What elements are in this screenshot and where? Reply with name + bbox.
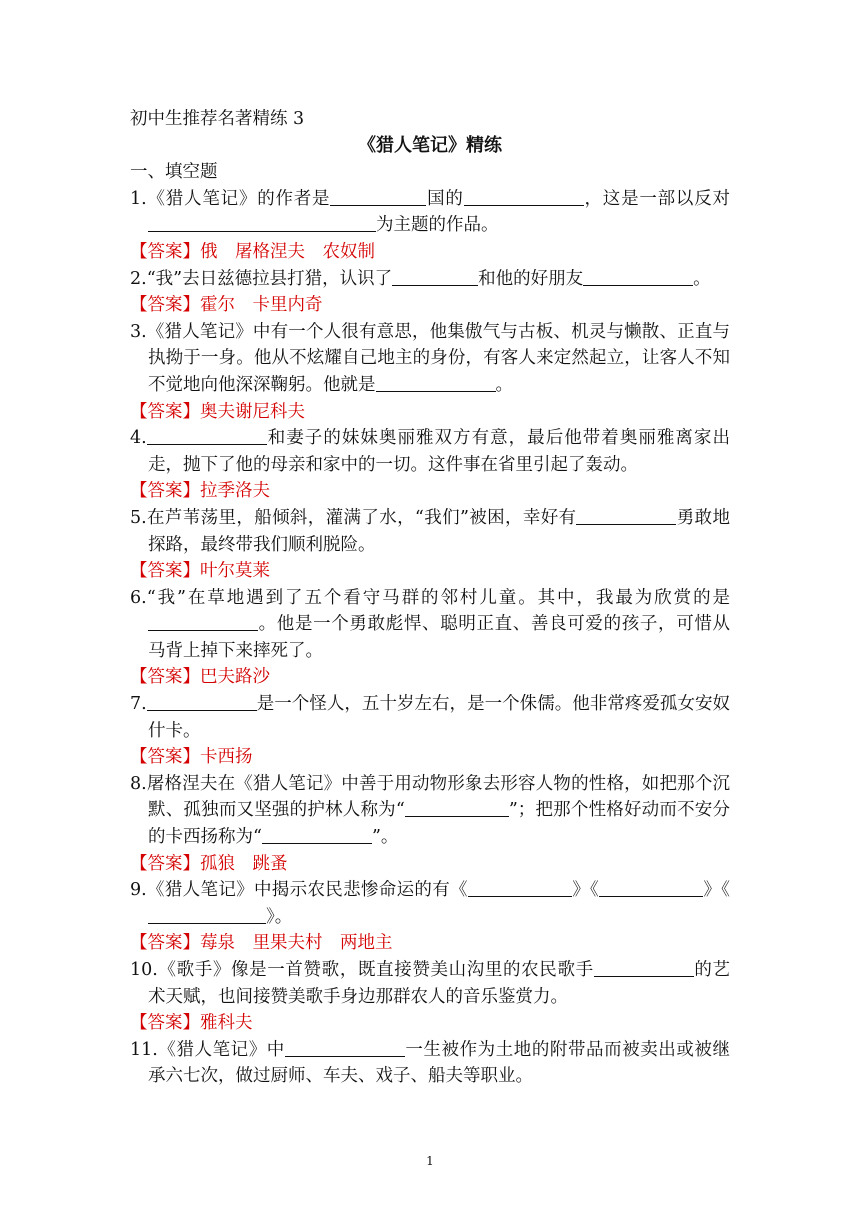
answer-prefix: 【答案】	[130, 853, 200, 874]
answer-value: 拉季洛夫	[200, 481, 270, 502]
answer-blank	[147, 692, 257, 711]
question-text: 的艺术天赋，也间接赞美歌手身边那群农人的音乐鉴赏力。	[148, 960, 730, 1007]
answer-line	[130, 930, 730, 957]
answer-blank	[576, 506, 676, 525]
question-1	[130, 186, 730, 239]
answer-line	[130, 744, 730, 771]
question-text: 是一个怪人，五十岁左右，是一个侏儒。他非常疼爱孤女安奴什卡。	[148, 694, 730, 741]
answer-prefix: 【答案】	[130, 667, 200, 688]
answer-prefix: 【答案】	[130, 241, 200, 262]
document-header: 初中生推荐名著精练 3	[130, 109, 305, 129]
question-text: 2.“我”去日兹德拉县打猎，认识了	[130, 268, 393, 289]
answer-blank	[147, 426, 267, 445]
answer-value: 巴夫路沙	[200, 667, 270, 688]
answer-prefix: 【答案】	[130, 933, 200, 954]
question-9	[130, 877, 730, 930]
question-text: 。	[693, 268, 711, 289]
answer-blank	[285, 1038, 405, 1057]
answer-value: 奥夫谢尼科夫	[200, 401, 305, 422]
question-text: 》《	[703, 880, 731, 901]
document-content	[130, 106, 730, 1090]
answer-prefix: 【答案】	[130, 1013, 200, 1034]
answer-line	[130, 851, 730, 878]
answer-line	[130, 239, 730, 266]
answer-blank	[148, 213, 376, 232]
answer-line	[130, 558, 730, 585]
question-list	[130, 186, 730, 1090]
answer-prefix: 【答案】	[130, 747, 200, 768]
answer-blank	[599, 878, 703, 897]
question-text: 3.《猎人笔记》中有一个人很有意思，他集傲气与古板、机灵与懒散、正直与执拗于一身。他从不炫耀自己地主的身份，有客人来定然起立，让客人不知不觉地向他深深鞠躬。他就是	[130, 321, 730, 395]
question-10	[130, 957, 730, 1010]
answer-blank	[148, 612, 258, 631]
question-text: ，这是一部以反对	[583, 188, 731, 209]
question-text: 。	[495, 374, 513, 395]
answer-prefix: 【答案】	[130, 295, 200, 316]
question-text: 10.《歌手》像是一首赞歌，既直接赞美山沟里的农民歌手	[130, 960, 594, 980]
answer-line	[130, 478, 730, 505]
question-text: 为主题的作品。	[376, 215, 499, 236]
question-text: 9.《猎人笔记》中揭示农民悲惨命运的有《	[130, 880, 468, 901]
question-text: 4.	[130, 428, 147, 449]
question-text: ”。	[371, 827, 399, 848]
question-text: 和妻子的妹妹奥丽雅双方有意，最后他带着奥丽雅离家出走，抛下了他的母亲和家中的一切。这件事在省里引起了轰动。	[148, 428, 730, 475]
question-8	[130, 771, 730, 851]
page-number: 1	[426, 1154, 434, 1168]
answer-blank	[262, 825, 372, 844]
document-title: 《猎人笔记》精练	[358, 134, 502, 156]
question-text: 7.	[130, 694, 147, 715]
question-2	[130, 266, 730, 293]
question-text: 5.在芦苇荡里，船倾斜，灌满了水，“我们”被困，幸好有	[130, 507, 577, 528]
answer-blank	[376, 373, 496, 392]
answer-value: 霍尔 卡里内奇	[200, 295, 323, 316]
question-text: 6.“我”在草地遇到了五个看守马群的邻村儿童。其中，我最为欣赏的是	[130, 587, 730, 608]
question-3	[130, 319, 730, 399]
answer-line	[130, 399, 730, 426]
answer-blank	[148, 905, 266, 924]
answer-prefix: 【答案】	[130, 401, 200, 422]
question-6	[130, 585, 730, 665]
answer-value: 莓泉 里果夫村 两地主	[200, 933, 393, 954]
answer-blank	[405, 798, 509, 817]
answer-prefix: 【答案】	[130, 481, 200, 502]
question-5	[130, 505, 730, 558]
answer-blank	[464, 187, 584, 206]
answer-line	[130, 1010, 730, 1037]
answer-line	[130, 292, 730, 319]
question-text: 1.《猎人笔记》的作者是	[130, 188, 331, 209]
answer-blank	[468, 878, 572, 897]
question-text: 国的	[426, 188, 464, 209]
question-text: 11.《猎人笔记》中	[130, 1039, 285, 1060]
answer-line	[130, 664, 730, 691]
answer-value: 俄 屠格涅夫 农奴制	[200, 241, 375, 262]
question-text: 》《	[571, 880, 600, 901]
answer-blank	[594, 958, 694, 977]
question-text: 勇敢地探路，最终带我们顺利脱险。	[148, 507, 730, 555]
question-text: 和他的好朋友	[478, 268, 584, 289]
question-text: 一生被作为土地的附带品而被卖出或被继承六七次，做过厨师、车夫、戏子、船夫等职业。	[148, 1039, 730, 1087]
section-heading: 一、填空题	[130, 162, 218, 183]
answer-value: 卡西扬	[200, 747, 253, 768]
question-text: 。他是一个勇敢彪悍、聪明正直、善良可爱的孩子，可惜从马背上掉下来摔死了。	[148, 614, 730, 661]
answer-blank	[330, 187, 426, 206]
answer-value: 叶尔莫莱	[200, 561, 270, 582]
question-4	[130, 425, 730, 478]
question-text: ”；把那个性格好动而不安分的卡西扬称为“	[148, 800, 730, 848]
question-text: 8.屠格涅夫在《猎人笔记》中善于用动物形象去形容人物的性格，如把那个沉默、孤独而又坚强的护林人称为“	[130, 773, 730, 821]
answer-value: 雅科夫	[200, 1013, 253, 1034]
question-11	[130, 1037, 730, 1090]
question-text: 》。	[266, 906, 293, 927]
answer-prefix: 【答案】	[130, 561, 200, 582]
answer-blank	[583, 267, 693, 286]
question-7	[130, 691, 730, 744]
answer-value: 孤狼 跳蚤	[200, 853, 288, 874]
answer-blank	[392, 267, 478, 286]
